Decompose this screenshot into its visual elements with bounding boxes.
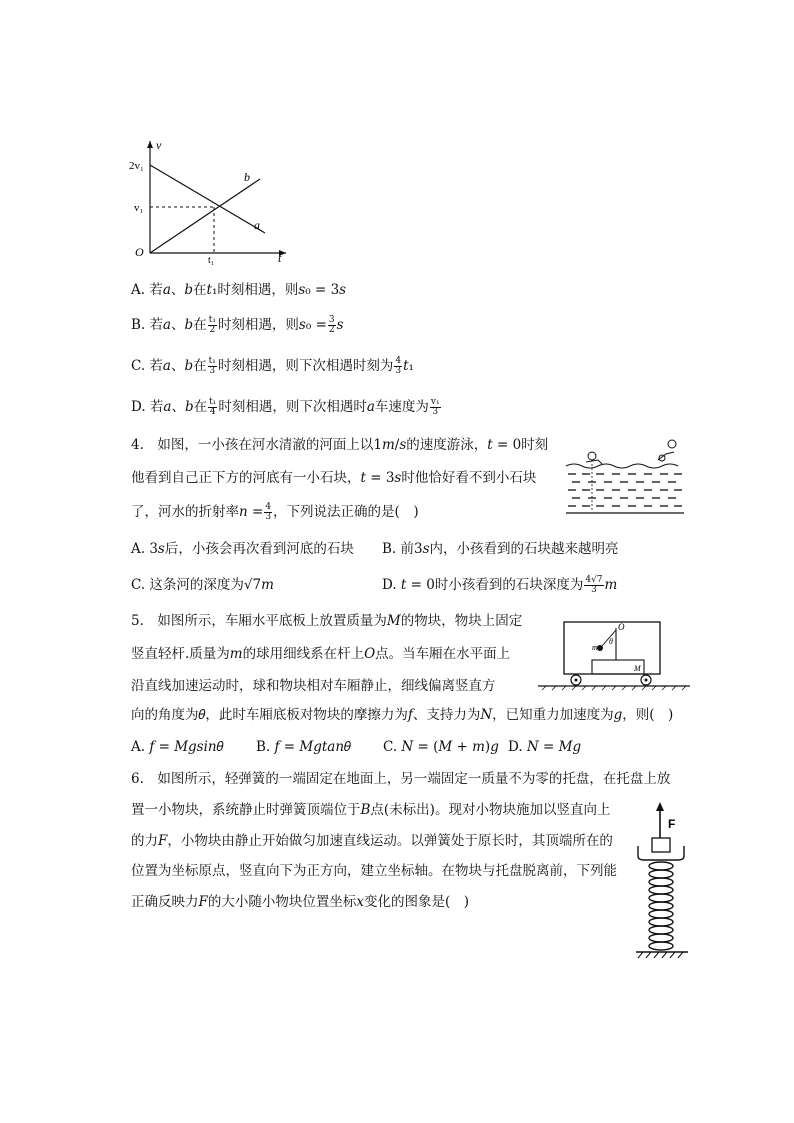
cart-figure — [534, 618, 694, 692]
q5-stem-line2: 竖直轻杆.质量为𝑚的球用细线系在杆上𝑂点。当车厢在水平面上 — [131, 646, 511, 662]
q4-option-b[interactable]: B. 前3𝑠内，小孩看到的石块越来越明亮 — [382, 541, 619, 557]
q5-option-c[interactable]: C. 𝑁 = (𝑀 + 𝑚)𝑔 — [383, 739, 499, 755]
q5-stem-line4: 向的角度为𝜃，此时车厢底板对物块的摩擦力为𝑓、支持力为𝑁，已知重力加速度为𝑔，则( ) — [131, 707, 674, 723]
fraction: $\frac{\text{v₁}}{3}$ — [430, 397, 440, 417]
fraction: $\frac{3}{2}$ — [328, 315, 335, 335]
label-m: m — [592, 643, 598, 652]
label-M: M — [634, 664, 641, 673]
label-b: b — [244, 170, 250, 184]
label-a: a — [254, 218, 260, 232]
q5-option-a[interactable]: A. 𝑓 = 𝑀𝑔𝑠𝑖𝑛𝜃 — [131, 739, 224, 755]
axis-t-label: t — [278, 251, 282, 265]
line-b — [150, 179, 260, 253]
fraction: $\frac{\text{t₁}}{3}$ — [208, 356, 216, 376]
q6-stem-line3: 的力𝐹，小物块由静止开始做匀加速直线运动。以弹簧处于原长时，其顶端所在的 — [131, 833, 613, 849]
q3-option-d[interactable]: D. 若𝑎、𝑏在 $\frac{\text{t₁}}{4}$ 时刻相遇，则下次相遇时𝑎车速度为 $\frac{\text{v₁}}{3}$ — [131, 397, 440, 417]
q5-stem-line3: 沿直线加速运动时，球和物块相对车厢静止，细线偏离竖直方 — [131, 678, 496, 694]
tick-t1: t₁ — [208, 255, 215, 265]
q4-stem-line1: 4. 如图，一小孩在河水清澈的河面上以1𝑚/𝑠的速度游泳，𝑡 = 0时刻 — [131, 437, 549, 453]
q5-option-d[interactable]: D. 𝑁 = 𝑀𝑔 — [508, 739, 582, 755]
q3-option-a-text: A. 若𝑎、𝑏在𝑡₁时刻相遇，则𝑠₀ = 3𝑠 — [131, 282, 347, 298]
tick-2v1: 2v₁ — [129, 160, 144, 172]
label-F: F — [668, 817, 676, 831]
fraction: $\frac{4}{3}$ — [395, 356, 402, 376]
fraction: $\frac{4√7}{3}$ — [585, 575, 603, 595]
q6-stem-line1: 6. 如图所示，轻弹簧的一端固定在地面上，另一端固定一质量不为零的托盘，在托盘上放 — [131, 771, 671, 787]
q5-stem-line1: 5. 如图所示，车厢水平底板上放置质量为𝑀的物块，物块上固定 — [131, 613, 523, 629]
swimmer-left-icon — [586, 452, 602, 464]
q3-option-b[interactable]: B. 若𝑎、𝑏在 $\frac{\text{t₁}}{2}$ 时刻相遇，则𝑠₀ = $\frac{3}{2}$ 𝑠 — [131, 315, 344, 335]
q5-option-b[interactable]: B. 𝑓 = 𝑀𝑔𝑡𝑎𝑛𝜃 — [256, 739, 351, 755]
q3-option-c[interactable]: C. 若𝑎、𝑏在 $\frac{\text{t₁}}{3}$ 时刻相遇，则下次相遇时刻为 $\frac{4}{3}$ 𝑡₁ — [131, 356, 414, 376]
fraction: $\frac{\text{t₁}}{4}$ — [209, 397, 217, 417]
label-O: O — [618, 622, 625, 632]
q4-option-d[interactable]: D. 𝑡 = 0时小孩看到的石块深度为 $\frac{4√7}{3}$ 𝑚 — [382, 575, 618, 595]
origin-label: O — [135, 245, 144, 259]
tick-v1: v₁ — [134, 202, 144, 214]
axis-v-label: v — [156, 138, 162, 152]
q3-option-a[interactable] — [131, 281, 346, 299]
q6-stem-line2: 置一小物块，系统静止时弹簧顶端位于𝐵点(未标出)。现对小物块施加以竖直向上 — [131, 802, 611, 818]
q4-option-a[interactable]: A. 3𝑠后，小孩会再次看到河底的石块 — [131, 541, 354, 557]
q4-stem-line3: 了，河水的折射率𝑛 = $\frac{4}{3}$ ，下列说法正确的是( ) — [131, 502, 419, 522]
fraction: $\frac{4}{3}$ — [265, 502, 272, 522]
q4-stem-line2: 他看到自己正下方的河底有一小石块，𝑡 = 3𝑠时他恰好看不到小石块 — [131, 470, 537, 486]
swimmer-right-icon — [658, 440, 676, 461]
spring-figure — [630, 800, 692, 962]
river-figure — [562, 436, 690, 518]
label-theta: θ — [609, 637, 613, 646]
q6-stem-line5: 正确反映力𝐹的大小随小物块位置坐标𝑥变化的图象是( ) — [131, 894, 470, 910]
q6-stem-line4: 位置为坐标原点，竖直向下为正方向，建立坐标轴。在物块与托盘脱离前，下列能 — [131, 863, 617, 879]
q4-option-c[interactable]: C. 这条河的深度为√7𝑚 — [131, 577, 274, 593]
vt-graph — [128, 135, 293, 265]
fraction: $\frac{\text{t₁}}{2}$ — [208, 315, 216, 335]
